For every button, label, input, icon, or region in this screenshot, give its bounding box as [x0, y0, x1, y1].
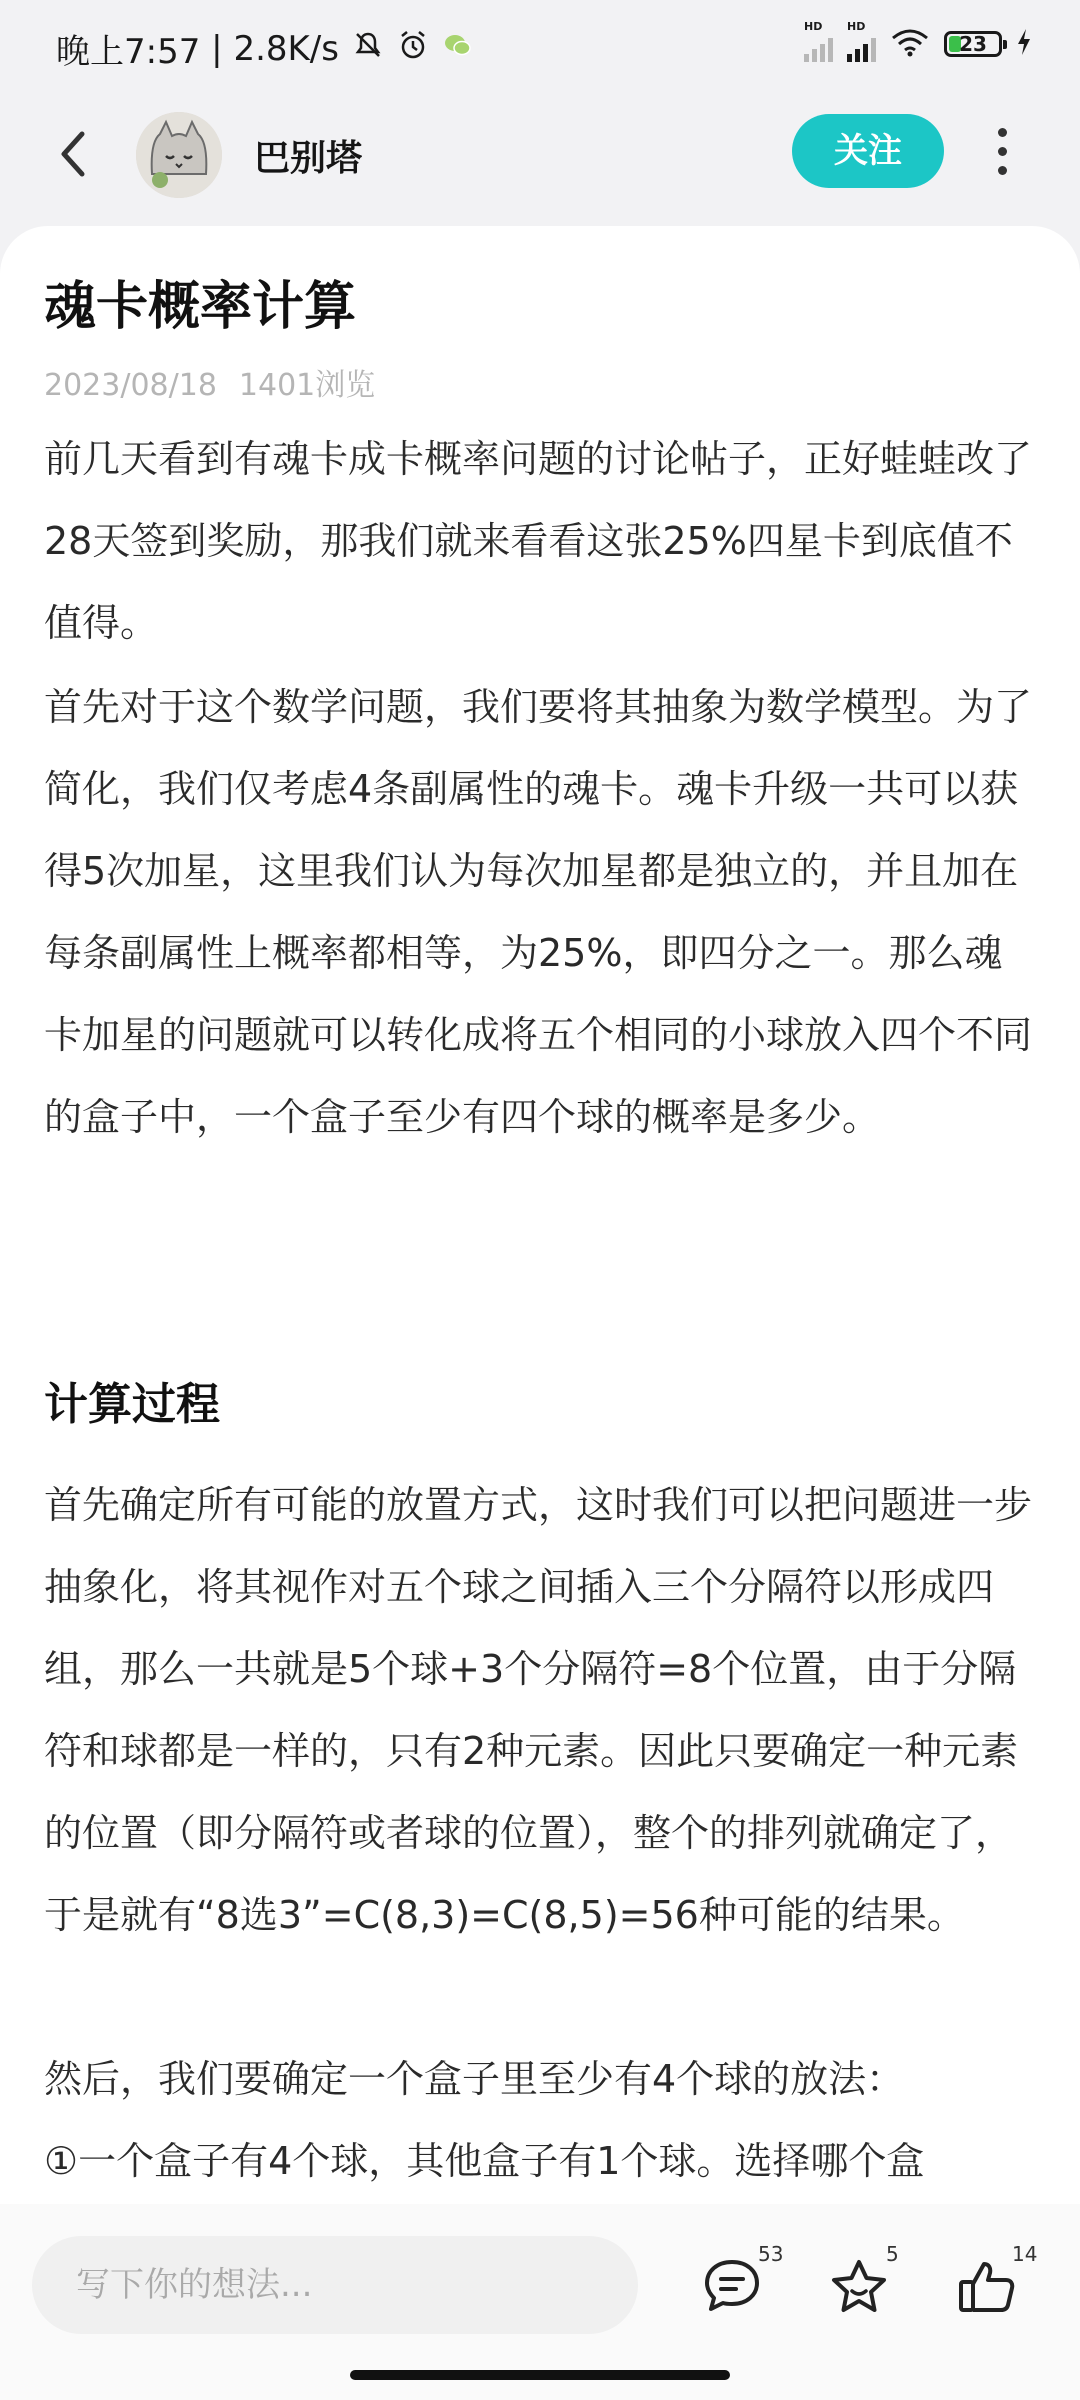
- wifi-icon: [890, 27, 930, 61]
- back-button[interactable]: [50, 124, 100, 184]
- like-button[interactable]: [944, 2236, 1038, 2334]
- article-meta: [44, 360, 375, 404]
- author-avatar[interactable]: [136, 112, 222, 198]
- article-paragraph: 首先确定所有可能的放置方式，这时我们可以把问题进一步抽象化，将其视作对五个球之间插入三个分隔符以形成四组，那么一共就是5个球+3个分隔符=8个位置，由于分隔符和球都是一样的，只有2种元素。因此只要确定一种元素的位置（即分隔符或者球的位置），整个的排列就确定了，于是就有“8选3”=C(8,3)=C(8,5)=56种可能的结果。: [44, 1483, 1033, 1937]
- home-indicator[interactable]: [350, 2370, 730, 2380]
- hd-tag-2: HD: [847, 20, 866, 33]
- signal-strength-icon: [804, 20, 833, 62]
- star-icon: [828, 2258, 890, 2316]
- wechat-icon: [443, 31, 473, 67]
- charging-icon: [1016, 28, 1032, 60]
- favorite-button[interactable]: [816, 2236, 906, 2334]
- author-name[interactable]: 巴别塔: [254, 138, 363, 179]
- comment-input[interactable]: 写下你的想法...: [32, 2236, 638, 2334]
- chevron-left-icon: [50, 124, 100, 184]
- status-time: 晚上7:57: [56, 32, 201, 72]
- more-options-button[interactable]: [990, 128, 1014, 184]
- post-header: [0, 100, 1080, 210]
- comment-bubble-icon: [702, 2258, 762, 2314]
- status-bar: [0, 0, 1080, 90]
- network-speed: 2.8K/s: [233, 28, 339, 69]
- article-title: 魂卡概率计算: [44, 277, 357, 337]
- mute-icon: [353, 30, 383, 68]
- article-paragraph: 前几天看到有魂卡成卡概率问题的讨论帖子，正好蛙蛙改了28天签到奖励，那我们就来看看这张25%四星卡到底值不值得。: [44, 437, 1033, 645]
- follow-button[interactable]: 关注: [792, 114, 944, 188]
- cat-avatar-icon: [136, 112, 222, 198]
- article-paragraph: ①一个盒子有4个球，其他盒子有1个球。选择哪个盒: [44, 2139, 925, 2183]
- view-count: 1401浏览: [238, 368, 376, 403]
- hd-tag: HD: [804, 20, 823, 33]
- article-paragraph: 首先对于这个数学问题，我们要将其抽象为数学模型。为了简化，我们仅考虑4条副属性的魂卡。魂卡升级一共可以获得5次加星，这里我们认为每次加星都是独立的，并且加在每条副属性上概率都相等，为25%，即四分之一。那么魂卡加星的问题就可以转化成将五个相同的小球放入四个不同的盒子中，一个盒子至少有四个球的概率是多少。: [44, 685, 1033, 1139]
- like-count: 14: [1012, 2242, 1038, 2266]
- more-dot-icon: [998, 166, 1007, 175]
- battery-level: 23: [959, 32, 987, 56]
- comment-count: 53: [758, 2242, 784, 2266]
- status-separator: |: [200, 28, 234, 69]
- favorite-count: 5: [886, 2242, 899, 2266]
- alarm-icon: [397, 29, 429, 69]
- comment-button[interactable]: [690, 2236, 784, 2334]
- section-title: 计算过程: [44, 1379, 220, 1430]
- status-right: [804, 20, 1032, 62]
- signal-strength-icon-2: [847, 20, 876, 62]
- post-date: 2023/08/18: [44, 368, 217, 403]
- article-paragraph: 然后，我们要确定一个盒子里至少有4个球的放法：: [44, 2057, 905, 2101]
- article-card: [0, 226, 1080, 2400]
- more-dot-icon: [998, 147, 1007, 156]
- status-left: [56, 24, 473, 73]
- thumbs-up-icon: [956, 2258, 1018, 2316]
- battery-icon: [944, 31, 1002, 57]
- more-dot-icon: [998, 128, 1007, 137]
